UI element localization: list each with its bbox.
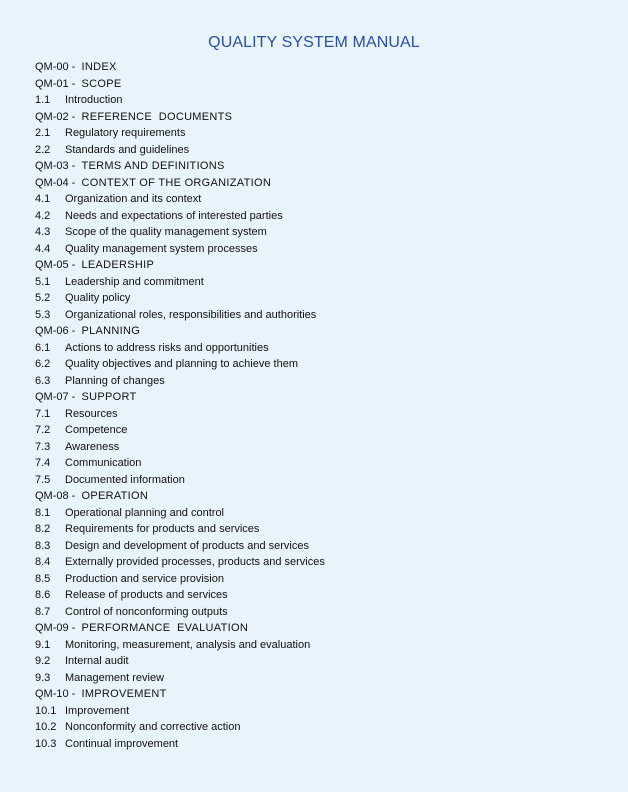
section-separator: - (68, 325, 82, 337)
toc-section (35, 158, 628, 175)
section-heading (35, 175, 628, 192)
section-code: QM-07 (35, 391, 69, 403)
section-separator: - (68, 176, 82, 189)
section-heading (35, 389, 628, 406)
section-title: TERMS AND DEFINITIONS (81, 160, 225, 172)
item-title: Actions to address risks and opportunities (65, 341, 269, 354)
item-number: 8.1 (35, 506, 51, 519)
item-number: 10.2 (35, 721, 57, 733)
toc-section (35, 76, 628, 109)
toc-item (35, 587, 628, 604)
item-title: Internal audit (65, 655, 129, 667)
section-separator: - (68, 391, 82, 403)
toc-item (35, 703, 628, 720)
section-separator: - (68, 77, 82, 90)
section-code: QM-02 (35, 110, 69, 123)
section-code: QM-08 (35, 490, 69, 502)
item-number: 7.5 (35, 473, 51, 486)
item-title: Needs and expectations of interested parties (65, 209, 283, 222)
toc-item (35, 653, 628, 670)
item-number: 7.2 (35, 424, 51, 436)
section-title: REFERENCE DOCUMENTS (81, 110, 233, 123)
toc-item (35, 439, 628, 456)
item-number: 7.4 (35, 457, 51, 469)
item-title: Nonconformity and corrective action (65, 721, 241, 733)
item-title: Production and service provision (65, 572, 224, 585)
section-code: QM-01 (35, 77, 69, 90)
item-title: Organization and its context (65, 193, 202, 205)
section-heading (35, 158, 628, 175)
toc-item (35, 670, 628, 687)
section-title: INDEX (81, 61, 117, 73)
item-number: 5.1 (35, 275, 51, 288)
item-title: Externally provided processes, products and services (65, 556, 325, 568)
section-separator: - (68, 61, 82, 73)
item-number: 10.1 (35, 704, 57, 717)
item-number: 10.3 (35, 737, 57, 750)
toc-section (35, 175, 628, 258)
section-code: QM-05 (35, 259, 69, 271)
item-title: Leadership and commitment (65, 275, 204, 288)
toc-section (35, 109, 628, 159)
page-title: QUALITY SYSTEM MANUAL (208, 34, 420, 51)
toc-item (35, 208, 628, 225)
section-heading (35, 488, 628, 505)
section-title: SUPPORT (81, 391, 137, 403)
item-title: Monitoring, measurement, analysis and evaluation (65, 638, 311, 651)
toc-item (35, 455, 628, 472)
toc-item (35, 340, 628, 357)
toc-item (35, 505, 628, 522)
section-heading (35, 109, 628, 126)
toc-section (35, 620, 628, 686)
toc-item (35, 719, 628, 736)
section-title: LEADERSHIP (81, 259, 155, 271)
section-heading (35, 76, 628, 93)
item-title: Quality policy (65, 292, 131, 304)
item-number: 7.1 (35, 407, 51, 420)
section-title: PLANNING (81, 325, 141, 337)
item-number: 8.4 (35, 556, 51, 568)
item-number: 5.2 (35, 292, 51, 304)
toc-section (35, 323, 628, 389)
section-separator: - (68, 110, 82, 123)
item-title: Introduction (65, 94, 123, 106)
item-number: 9.3 (35, 671, 51, 684)
section-heading (35, 323, 628, 340)
toc-item (35, 406, 628, 423)
item-title: Improvement (65, 704, 130, 717)
section-separator: - (68, 688, 82, 700)
toc-item (35, 538, 628, 555)
item-title: Planning of changes (65, 374, 165, 387)
section-separator: - (68, 490, 82, 502)
section-title: CONTEXT OF THE ORGANIZATION (81, 176, 272, 189)
toc-item (35, 307, 628, 324)
toc-item (35, 604, 628, 621)
item-number: 4.3 (35, 226, 51, 238)
section-title: PERFORMANCE EVALUATION (81, 622, 249, 634)
section-heading (35, 620, 628, 637)
item-number: 8.2 (35, 523, 51, 535)
section-heading (35, 59, 628, 76)
item-title: Organizational roles, responsibilities and authorities (65, 308, 317, 321)
section-separator: - (68, 160, 82, 172)
item-number: 8.7 (35, 605, 51, 618)
section-title: SCOPE (81, 77, 122, 90)
item-title: Requirements for products and services (65, 523, 260, 535)
toc-section (35, 389, 628, 488)
item-number: 8.6 (35, 589, 51, 601)
item-title: Scope of the quality management system (65, 226, 267, 238)
section-code: QM-04 (35, 176, 69, 189)
item-title: Resources (65, 407, 118, 420)
toc-item (35, 224, 628, 241)
toc-section (35, 686, 628, 752)
item-title: Quality management system processes (65, 242, 258, 255)
toc-item (35, 521, 628, 538)
toc-item (35, 422, 628, 439)
toc-item (35, 125, 628, 142)
toc-item (35, 274, 628, 291)
item-title: Release of products and services (65, 589, 228, 601)
item-number: 2.2 (35, 143, 51, 156)
item-number: 4.2 (35, 209, 51, 222)
item-title: Standards and guidelines (65, 143, 190, 156)
toc-section (35, 59, 628, 76)
item-number: 6.1 (35, 341, 51, 354)
toc-item (35, 373, 628, 390)
toc-section (35, 257, 628, 323)
section-code: QM-03 (35, 160, 69, 172)
section-title: IMPROVEMENT (81, 688, 167, 700)
item-title: Control of nonconforming outputs (65, 605, 228, 618)
item-title: Regulatory requirements (65, 127, 186, 139)
item-number: 2.1 (35, 127, 51, 139)
item-title: Communication (65, 457, 142, 469)
section-code: QM-09 (35, 622, 69, 634)
toc-item (35, 191, 628, 208)
section-heading (35, 257, 628, 274)
section-code: QM-06 (35, 325, 69, 337)
section-separator: - (68, 622, 82, 634)
toc-item (35, 472, 628, 489)
toc-item (35, 92, 628, 109)
table-of-contents (35, 59, 628, 752)
toc-item (35, 736, 628, 753)
toc-item (35, 142, 628, 159)
section-separator: - (68, 259, 82, 271)
item-title: Competence (65, 424, 128, 436)
item-title: Design and development of products and services (65, 539, 309, 552)
section-heading (35, 686, 628, 703)
section-title: OPERATION (81, 490, 149, 502)
section-code: QM-10 (35, 688, 69, 700)
item-title: Quality objectives and planning to achieve them (65, 358, 298, 370)
item-number: 6.3 (35, 374, 51, 387)
toc-item (35, 241, 628, 258)
item-number: 6.2 (35, 358, 51, 370)
item-title: Awareness (65, 440, 120, 453)
toc-item (35, 290, 628, 307)
item-number: 8.5 (35, 572, 51, 585)
item-number: 7.3 (35, 440, 51, 453)
section-code: QM-00 (35, 61, 69, 73)
toc-item (35, 637, 628, 654)
item-title: Operational planning and control (65, 506, 225, 519)
item-number: 4.4 (35, 242, 51, 255)
item-number: 5.3 (35, 308, 51, 321)
toc-item (35, 571, 628, 588)
toc-section (35, 488, 628, 620)
item-number: 9.1 (35, 638, 51, 651)
item-number: 9.2 (35, 655, 51, 667)
item-number: 1.1 (35, 94, 51, 106)
item-title: Management review (65, 671, 165, 684)
item-title: Documented information (65, 473, 185, 486)
item-title: Continual improvement (65, 737, 179, 750)
toc-item (35, 356, 628, 373)
item-number: 4.1 (35, 193, 51, 205)
toc-item (35, 554, 628, 571)
item-number: 8.3 (35, 539, 51, 552)
